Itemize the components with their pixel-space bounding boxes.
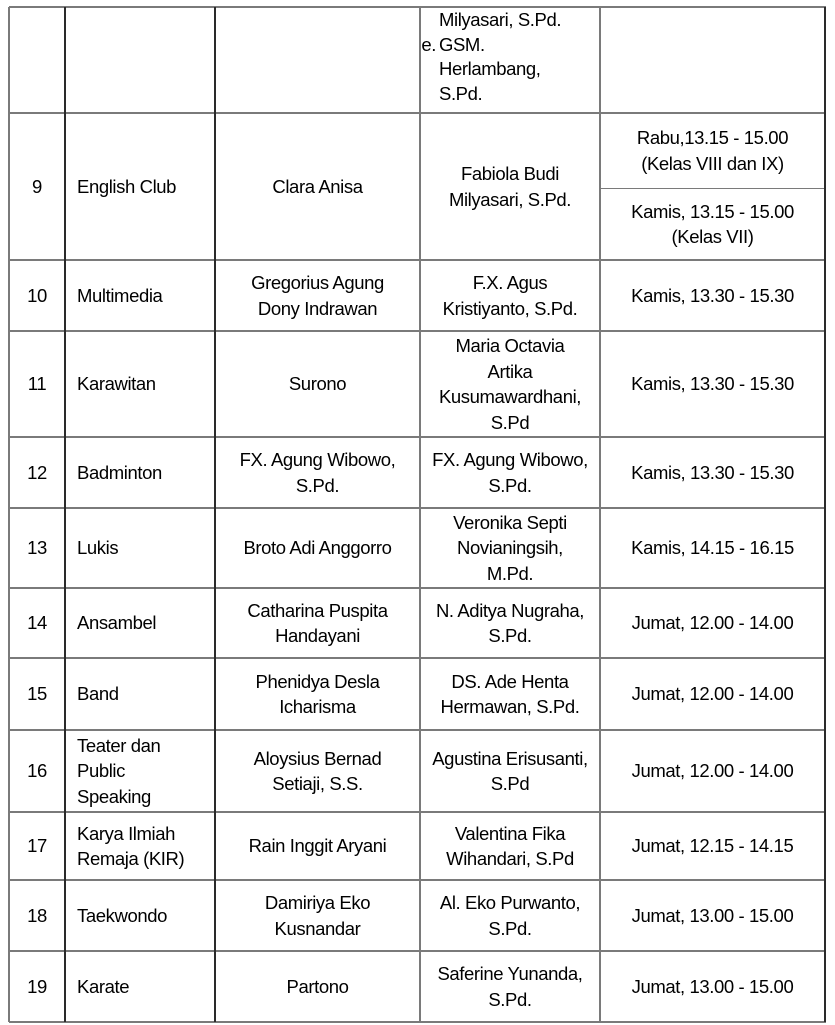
list-marker <box>420 82 439 107</box>
coach-name <box>215 588 420 658</box>
teacher-name <box>420 260 600 331</box>
row-number <box>9 588 65 658</box>
row-number-text: 13 <box>27 537 47 559</box>
coach-name <box>215 812 420 880</box>
schedule-slot-text: Jumat, 12.00 - 14.00 <box>631 683 794 705</box>
row-number-text: 19 <box>27 975 47 997</box>
continuation-trainer-list <box>420 8 600 106</box>
teacher-name-text: Fabiola Budi Milyasari, S.Pd. <box>448 163 572 210</box>
activity-name-text: English Club <box>77 175 177 197</box>
teacher-name <box>420 331 600 437</box>
activity-name <box>65 113 215 260</box>
trainer-name: Milyasari, S.Pd. <box>439 9 562 30</box>
coach-name-text: Gregorius Agung Dony Indrawan <box>251 272 384 319</box>
row-divider <box>9 436 826 438</box>
teacher-name <box>420 658 600 730</box>
activity-name-text: Lukis <box>77 537 119 559</box>
activity-name <box>65 658 215 730</box>
activity-name-text: Karawitan <box>77 373 156 395</box>
column-divider <box>824 7 826 1022</box>
row-number <box>9 260 65 331</box>
coach-name <box>215 658 420 730</box>
teacher-name <box>420 880 600 951</box>
schedule-slot <box>600 508 825 588</box>
schedule-slot-text: Jumat, 12.00 - 14.00 <box>631 612 794 634</box>
row-divider <box>9 112 826 114</box>
schedule-slot <box>600 730 825 812</box>
coach-name-text: Rain Inggit Aryani <box>248 835 387 857</box>
activity-name-text: Multimedia <box>77 284 163 306</box>
coach-name <box>215 730 420 812</box>
row-number-text: 12 <box>27 461 47 483</box>
schedule-slot-text: Kamis, 14.15 - 16.15 <box>631 537 794 559</box>
teacher-name-text: FX. Agung Wibowo, S.Pd. <box>432 449 588 496</box>
schedule-slot <box>600 588 825 658</box>
row-number-text: 10 <box>27 284 47 306</box>
activity-name <box>65 588 215 658</box>
column-divider <box>64 7 66 1022</box>
row-divider <box>9 657 826 659</box>
teacher-name-text: F.X. Agus Kristiyanto, S.Pd. <box>442 272 578 319</box>
row-divider <box>9 950 826 952</box>
row-number <box>9 880 65 951</box>
schedule-slot-text: Kamis, 13.30 - 15.30 <box>631 373 794 395</box>
activity-name <box>65 730 215 812</box>
trainer-list-item <box>420 57 600 82</box>
activity-name-text: Band <box>77 683 119 705</box>
teacher-name <box>420 588 600 658</box>
teacher-name-text: DS. Ade Henta Hermawan, S.Pd. <box>440 670 580 717</box>
activity-name-text: Karate <box>77 975 130 997</box>
teacher-name <box>420 508 600 588</box>
activity-name <box>65 260 215 331</box>
schedule-slot <box>600 812 825 880</box>
coach-name-text: FX. Agung Wibowo, S.Pd. <box>239 449 396 496</box>
coach-name-text: Aloysius Bernad Setiaji, S.S. <box>253 747 382 794</box>
row-number <box>9 951 65 1022</box>
teacher-name-text: Al. Eko Purwanto, S.Pd. <box>439 892 581 939</box>
column-divider <box>419 7 421 1022</box>
activity-name <box>65 951 215 1022</box>
row-number-text: 17 <box>27 835 47 857</box>
schedule-slot <box>600 951 825 1022</box>
row-number <box>9 508 65 588</box>
teacher-name-text: Veronika Septi Novianingsih, M.Pd. <box>453 511 567 584</box>
teacher-name <box>420 730 600 812</box>
schedule-slot <box>600 331 825 437</box>
teacher-name <box>420 951 600 1022</box>
teacher-name-text: N. Aditya Nugraha, S.Pd. <box>435 599 585 646</box>
row-divider <box>9 587 826 589</box>
activity-name <box>65 331 215 437</box>
schedule-divider <box>600 188 825 189</box>
schedule-slot <box>600 658 825 730</box>
trainer-name: Herlambang, <box>439 58 541 79</box>
row-number-text: 11 <box>27 373 47 395</box>
row-divider <box>9 879 826 881</box>
schedule-slot-text: Rabu,13.15 - 15.00 (Kelas VIII dan IX) <box>636 127 789 174</box>
coach-name <box>215 260 420 331</box>
row-number <box>9 437 65 508</box>
activity-name-text: Ansambel <box>77 612 157 634</box>
trainer-name: S.Pd. <box>439 82 483 104</box>
coach-name-text: Clara Anisa <box>272 175 363 197</box>
teacher-name-text: Maria Octavia Artika Kusumawardhani, S.Pd <box>438 335 582 433</box>
row-divider <box>9 729 826 731</box>
schedule-slot-text: Jumat, 12.15 - 14.15 <box>631 835 794 857</box>
coach-name <box>215 113 420 260</box>
row-number <box>9 331 65 437</box>
list-marker: e. <box>421 33 436 55</box>
coach-name <box>215 508 420 588</box>
activity-name <box>65 437 215 508</box>
schedule-slot-text: Jumat, 13.00 - 15.00 <box>631 975 794 997</box>
coach-name <box>215 437 420 508</box>
schedule-slot-text: Jumat, 13.00 - 15.00 <box>631 904 794 926</box>
teacher-name-text: Saferine Yunanda, S.Pd. <box>437 963 583 1010</box>
schedule-slot-text: Kamis, 13.30 - 15.30 <box>631 284 794 306</box>
row-number-text: 14 <box>27 612 47 634</box>
row-divider <box>9 6 826 8</box>
activity-name-text: Karya Ilmiah Remaja (KIR) <box>77 822 185 869</box>
coach-name-text: Damiriya Eko Kusnandar <box>264 892 371 939</box>
row-number <box>9 113 65 260</box>
activity-name <box>65 880 215 951</box>
schedule-slot <box>600 188 825 260</box>
row-divider <box>9 330 826 332</box>
list-marker <box>420 57 439 82</box>
trainer-name: GSM. <box>439 33 485 55</box>
column-divider <box>214 7 216 1022</box>
teacher-name-text: Agustina Erisusanti, S.Pd <box>432 747 588 794</box>
coach-name <box>215 951 420 1022</box>
coach-name <box>215 880 420 951</box>
row-divider <box>9 811 826 813</box>
row-number <box>9 730 65 812</box>
row-divider <box>9 507 826 509</box>
coach-name-text: Surono <box>288 373 347 395</box>
trainer-list-item <box>420 33 600 58</box>
schedule-slot <box>600 260 825 331</box>
row-number-text: 15 <box>27 683 47 705</box>
schedule-slot <box>600 880 825 951</box>
row-divider <box>9 259 826 261</box>
row-number-text: 9 <box>32 175 42 197</box>
row-divider <box>9 1021 826 1023</box>
activity-name-text: Badminton <box>77 461 162 483</box>
coach-name-text: Partono <box>286 975 349 997</box>
trainer-list-item <box>420 8 600 33</box>
list-marker <box>420 8 439 33</box>
schedule-slot <box>600 113 825 188</box>
activity-name <box>65 812 215 880</box>
activity-name <box>65 508 215 588</box>
schedule-slot <box>600 437 825 508</box>
activity-name-text: Taekwondo <box>77 904 167 926</box>
coach-name <box>215 331 420 437</box>
column-divider <box>599 7 601 1022</box>
coach-name-text: Phenidya Desla Icharisma <box>255 670 380 717</box>
row-number <box>9 658 65 730</box>
schedule-slot-text: Kamis, 13.30 - 15.30 <box>631 461 794 483</box>
row-number-text: 16 <box>27 760 47 782</box>
column-divider <box>8 7 10 1022</box>
teacher-name <box>420 113 600 260</box>
row-number-text: 18 <box>27 904 47 926</box>
activity-name-text: Teater dan Public Speaking <box>77 734 161 807</box>
teacher-name <box>420 437 600 508</box>
teacher-name <box>420 812 600 880</box>
schedule-slot-text: Kamis, 13.15 - 15.00 (Kelas VII) <box>631 200 794 247</box>
schedule-slot-text: Jumat, 12.00 - 14.00 <box>631 760 794 782</box>
trainer-list-item <box>420 82 600 107</box>
coach-name-text: Catharina Puspita Handayani <box>247 599 388 646</box>
row-number <box>9 812 65 880</box>
coach-name-text: Broto Adi Anggorro <box>243 537 392 559</box>
teacher-name-text: Valentina Fika Wihandari, S.Pd <box>446 822 574 869</box>
